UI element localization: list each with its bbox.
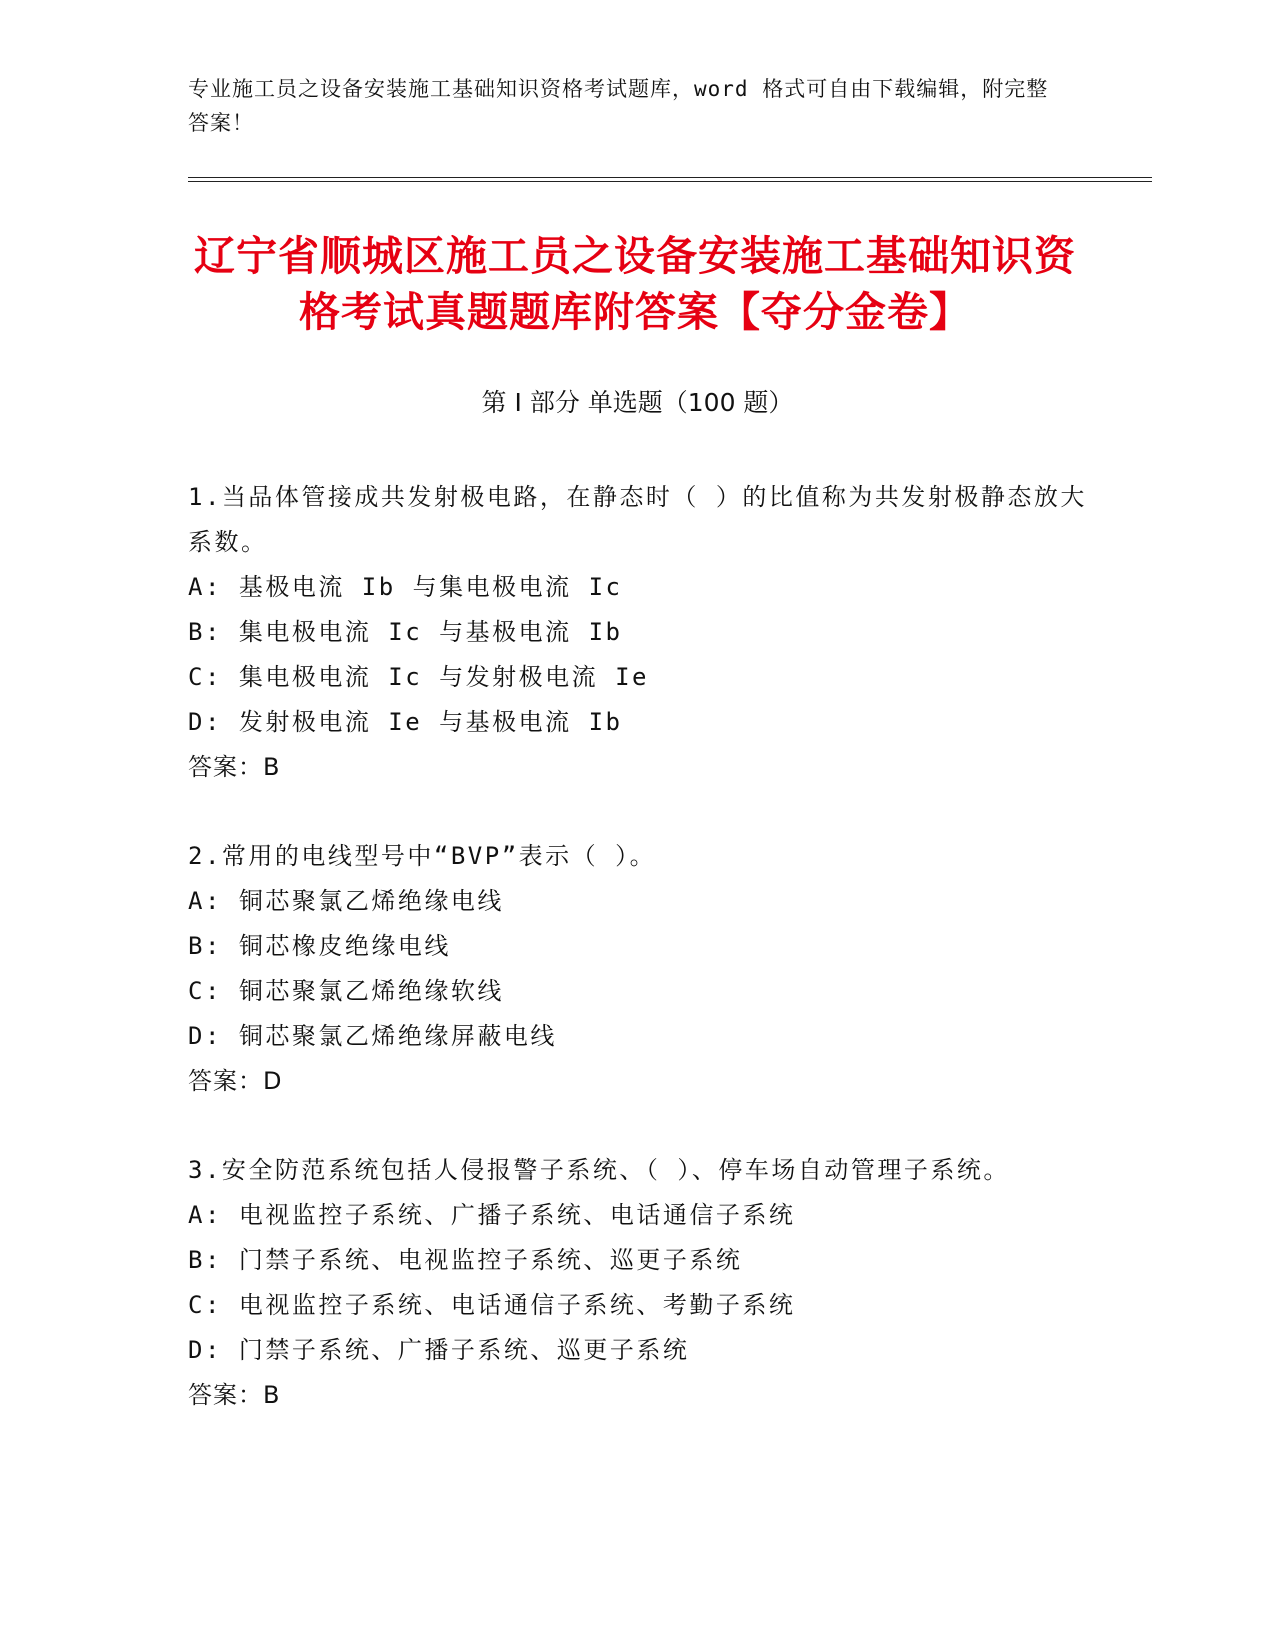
- option-a: A: 电视监控子系统、广播子系统、电话通信子系统: [188, 1201, 796, 1229]
- header-divider-bottom: [188, 181, 1152, 182]
- header-note: 专业施工员之设备安装施工基础知识资格考试题库，word 格式可自由下载编辑，附完整答案！: [188, 77, 1049, 135]
- question-1: [188, 475, 1088, 790]
- option-c: C: 电视监控子系统、电话通信子系统、考勤子系统: [188, 1291, 796, 1319]
- question-stem: 3.安全防范系统包括人侵报警子系统、（ ）、停车场自动管理子系统。: [188, 1156, 1010, 1184]
- option-d: D: 门禁子系统、广播子系统、巡更子系统: [188, 1336, 690, 1364]
- question-2: [188, 834, 1088, 1104]
- question-list: [188, 475, 1088, 1462]
- option-b: B: 铜芯橡皮绝缘电线: [188, 932, 451, 960]
- option-c: C: 集电极电流 Ic 与发射极电流 Ie: [188, 663, 649, 691]
- question-stem: 1.当品体管接成共发射极电路，在静态时（ ）的比值称为共发射极静态放大系数。: [188, 483, 1087, 556]
- option-b: B: 集电极电流 Ic 与基极电流 Ib: [188, 618, 623, 646]
- option-c: C: 铜芯聚氯乙烯绝缘软线: [188, 977, 504, 1005]
- question-3: [188, 1148, 1088, 1418]
- option-b: B: 门禁子系统、电视监控子系统、巡更子系统: [188, 1246, 743, 1274]
- section-title: 第 I 部分 单选题（100 题）: [481, 388, 794, 417]
- document-title: 辽宁省顺城区施工员之设备安装施工基础知识资格考试真题题库附答案【夺分金卷】: [194, 232, 1076, 336]
- question-stem: 2.常用的电线型号中“BVP”表示（ ）。: [188, 842, 657, 870]
- option-a: A: 铜芯聚氯乙烯绝缘电线: [188, 887, 504, 915]
- answer: 答案：B: [188, 753, 281, 781]
- answer: 答案：B: [188, 1381, 281, 1409]
- option-d: D: 铜芯聚氯乙烯绝缘屏蔽电线: [188, 1022, 557, 1050]
- option-d: D: 发射极电流 Ie 与基极电流 Ib: [188, 708, 623, 736]
- option-a: A: 基极电流 Ib 与集电极电流 Ic: [188, 573, 623, 601]
- answer: 答案：D: [188, 1067, 283, 1095]
- header-divider-top: [188, 177, 1152, 178]
